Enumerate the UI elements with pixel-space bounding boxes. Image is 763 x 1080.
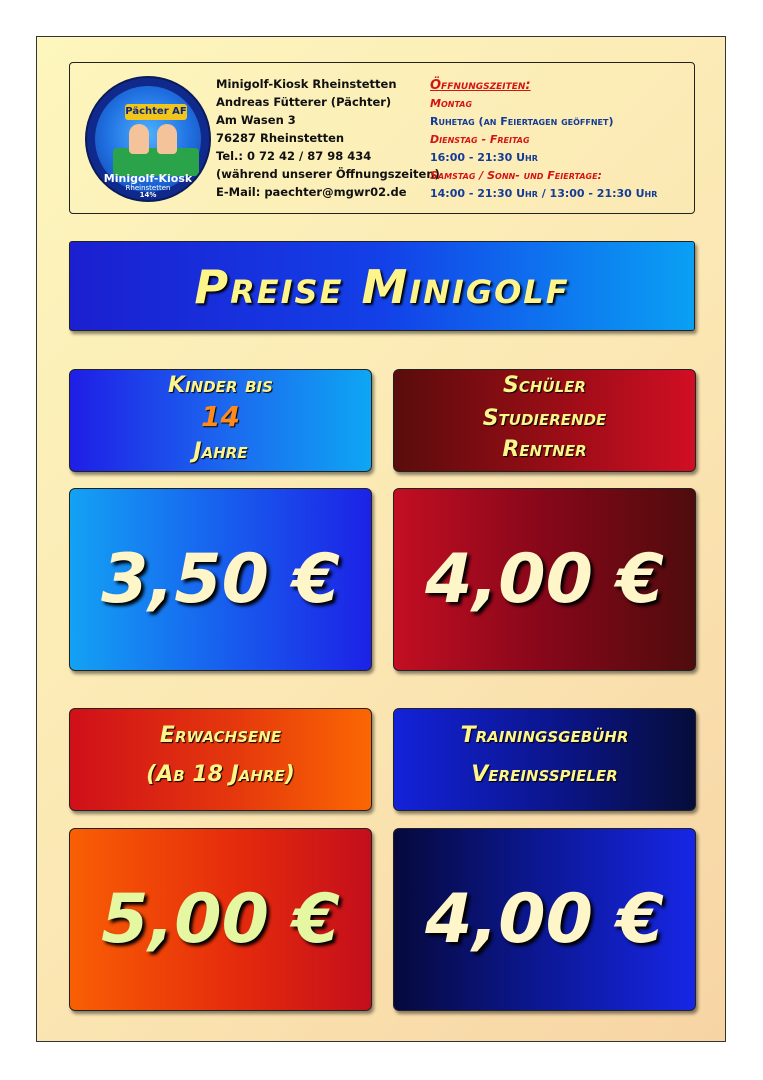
kiosk-logo: [85, 76, 211, 202]
info-header: [69, 62, 695, 214]
kiosk-name: Minigolf-Kiosk Rheinstetten: [216, 77, 397, 91]
contact-block: [216, 75, 440, 201]
email-address: E-Mail: paechter@mgwr02.de: [216, 185, 407, 199]
monday-value: Ruhetag (an Feiertagen geöffnet): [430, 115, 614, 128]
weekday-label: Dienstag - Freitag: [430, 133, 530, 146]
weekend-label: Samstag / Sonn- und Feiertage:: [430, 169, 602, 182]
kids-price-box: [69, 488, 372, 671]
adults-category-box: [69, 708, 372, 811]
students-line3: Rentner: [502, 437, 587, 462]
training-line1: Trainingsgebühr: [460, 723, 629, 748]
students-line2: Studierende: [482, 406, 607, 431]
logo-name: Minigolf-Kiosk: [103, 172, 193, 185]
logo-owner-band: Pächter AF: [125, 104, 187, 120]
adults-price: 5,00 €: [101, 880, 340, 959]
price-sheet: [36, 36, 726, 1042]
logo-percent: 14%: [139, 191, 157, 199]
students-category-box: [393, 369, 696, 472]
adults-line2: (Ab 18 Jahre): [146, 762, 295, 787]
owner-name: Andreas Fütterer (Pächter): [216, 95, 392, 109]
street-address: Am Wasen 3: [216, 113, 296, 127]
kids-line3: Jahre: [193, 439, 248, 464]
title-banner: [69, 241, 695, 331]
training-price-box: [393, 828, 696, 1011]
phone-note: (während unserer Öffnungszeiten): [216, 167, 440, 181]
kids-line1: Kinder bis: [168, 373, 273, 398]
logo-subtitle: Rheinstetten: [125, 184, 171, 192]
banner-title: Preise Minigolf: [194, 260, 570, 314]
training-category-box: [393, 708, 696, 811]
monday-label: Montag: [430, 97, 473, 110]
hours-title: Öffnungszeiten:: [430, 78, 531, 93]
weekday-value: 16:00 - 21:30 Uhr: [430, 151, 538, 164]
weekend-value: 14:00 - 21:30 Uhr / 13:00 - 21:30 Uhr: [430, 187, 658, 200]
logo-figure-left: [129, 124, 149, 154]
kids-price: 3,50 €: [101, 540, 340, 619]
training-price: 4,00 €: [425, 880, 664, 959]
city-address: 76287 Rheinstetten: [216, 131, 345, 145]
students-price: 4,00 €: [425, 540, 664, 619]
logo-figure-right: [157, 124, 177, 154]
training-line2: Vereinsspieler: [471, 762, 618, 787]
phone-number: Tel.: 0 72 42 / 87 98 434: [216, 149, 372, 163]
adults-price-box: [69, 828, 372, 1011]
opening-hours: [430, 77, 695, 203]
adults-line1: Erwachsene: [159, 723, 282, 748]
kids-category-box: [69, 369, 372, 472]
kids-age: 14: [201, 400, 240, 433]
students-price-box: [393, 488, 696, 671]
students-line1: Schüler: [503, 373, 586, 398]
